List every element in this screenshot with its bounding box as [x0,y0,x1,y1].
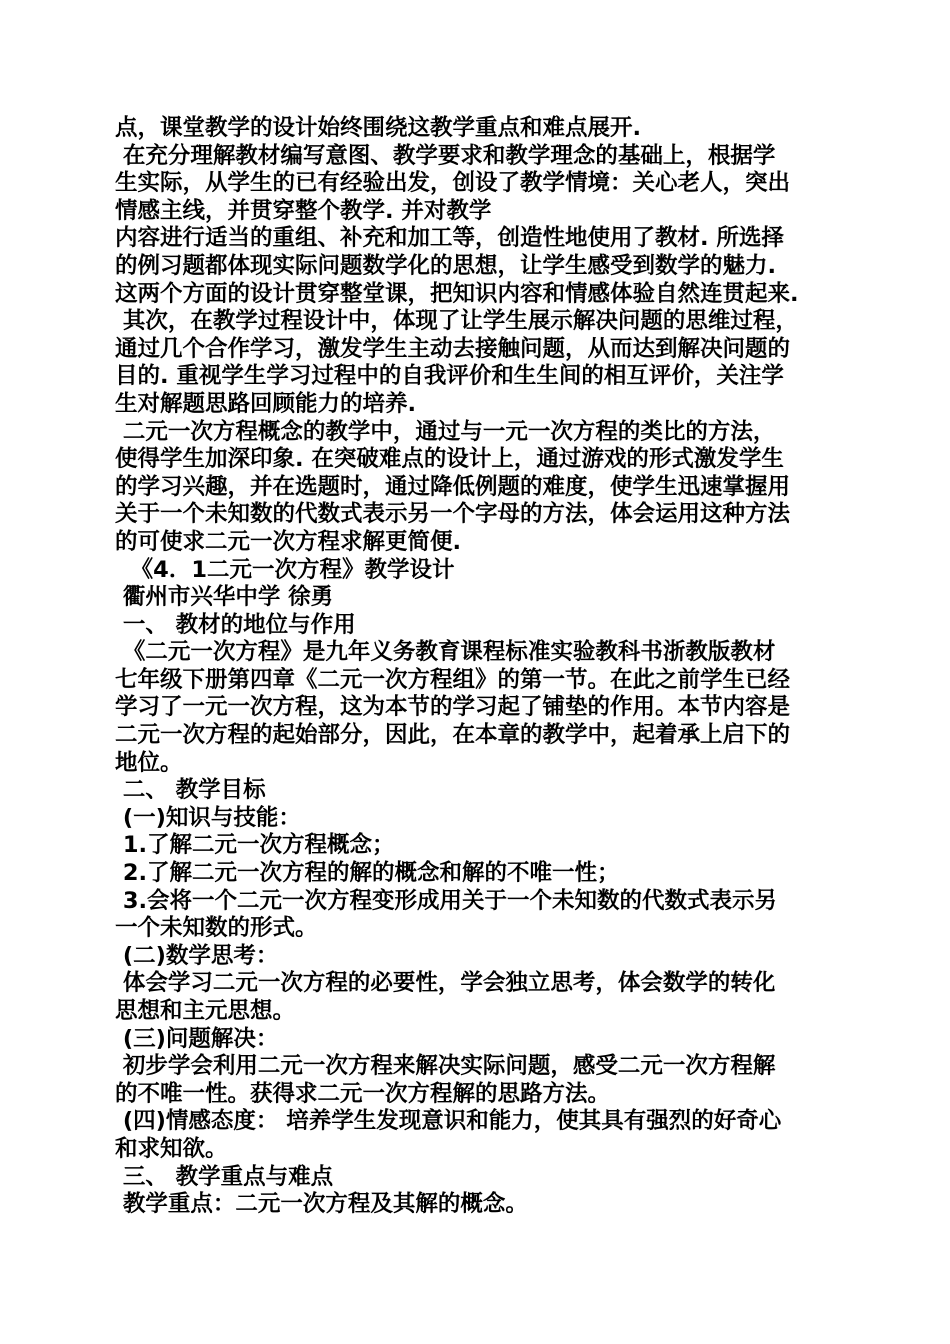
text-line-14: 的学习兴趣，并在选题时，通过降低例题的难度，使学生迅速掌握用 [115,473,791,500]
text-line-16: 的可使求二元一次方程求解更简便. [115,528,462,555]
text-line-22: 学习了一元一次方程，这为本节的学习起了铺垫的作用。本节内容是 [115,694,791,721]
text-line-40: 教学重点：二元一次方程及其解的概念。 [115,1191,528,1218]
list-item-3: 3.会将一个二元一次方程变形成用关于一个未知数的代数式表示另 [115,887,778,914]
text-line-38: 和求知欲。 [115,1135,228,1162]
document-page [115,115,845,1219]
heading-1: 一、 教材的地位与作用 [115,611,356,638]
text-line-5: 内容进行适当的重组、补充和加工等，创造性地使用了教材. 所选择 [115,225,784,252]
text-line-4: 情感主线，并贯穿整个教学. 并对教学 [115,197,492,224]
text-line-13: 使得学生加深印象. 在突破难点的设计上，通过游戏的形式激发学生 [115,446,784,473]
text-line-23: 二元一次方程的起始部分，因此，在本章的教学中，起着承上启下的 [115,722,791,749]
text-line-8: 其次，在教学过程设计中，体现了让学生展示解决问题的思维过程， [115,308,798,335]
list-item-1: 1.了解二元一次方程概念； [115,832,395,859]
text-line-12: 二元一次方程概念的教学中，通过与一元一次方程的类比的方法， [115,418,776,445]
text-line-36: 的不唯一性。获得求二元一次方程解的思路方法。 [115,1080,611,1107]
text-line-9: 通过几个合作学习，激发学生主动去接触问题，从而达到解决问题的 [115,335,791,362]
text-line-2: 在充分理解教材编写意图、教学要求和教学理念的基础上，根据学 [115,142,776,169]
text-line-6: 的例习题都体现实际问题数学化的思想，让学生感受到数学的魅力. [115,252,777,279]
author-line: 衢州市兴华中学 徐勇 [115,584,334,611]
text-line-7: 这两个方面的设计贯穿整堂课，把知识内容和情感体验自然连贯起来. [115,280,799,307]
text-line-15: 关于一个未知数的代数式表示另一个字母的方法，体会运用这种方法 [115,501,791,528]
subheading-problem-solving: (三)问题解决： [115,1025,279,1052]
text-line-32: 体会学习二元一次方程的必要性，学会独立思考，体会数学的转化 [115,970,776,997]
subheading-thinking: (二)数学思考： [115,942,279,969]
heading-2: 二、 教学目标 [115,777,266,804]
list-item-2: 2.了解二元一次方程的解的概念和解的不唯一性； [115,860,620,887]
text-line-21: 七年级下册第四章《二元一次方程组》的第一节。在此之前学生已经 [115,666,791,693]
text-line-24: 地位。 [115,749,183,776]
subheading-knowledge: (一)知识与技能： [115,804,301,831]
text-line-10: 目的. 重视学生学习过程中的自我评价和生生间的相互评价，关注学 [115,363,784,390]
section-title: 《4．1二元一次方程》教学设计 [115,556,455,583]
text-line-33: 思想和主元思想。 [115,998,296,1024]
text-line-20: 《二元一次方程》是九年义务教育课程标准实验教科书浙教版教材 [115,639,776,666]
heading-3: 三、 教学重点与难点 [115,1163,334,1190]
subheading-attitude: (四)情感态度： 培养学生发现意识和能力，使其具有强烈的好奇心 [115,1108,782,1135]
text-line-30: 一个未知数的形式。 [115,915,318,942]
text-line-3: 生实际，从学生的已有经验出发，创设了教学情境：关心老人，突出 [115,170,791,197]
text-line-35: 初步学会利用二元一次方程来解决实际问题，感受二元一次方程解 [115,1053,776,1080]
text-line-1: 点，课堂教学的设计始终围绕这教学重点和难点展开. [115,115,642,141]
text-line-11: 生对解题思路回顾能力的培养. [115,390,417,417]
